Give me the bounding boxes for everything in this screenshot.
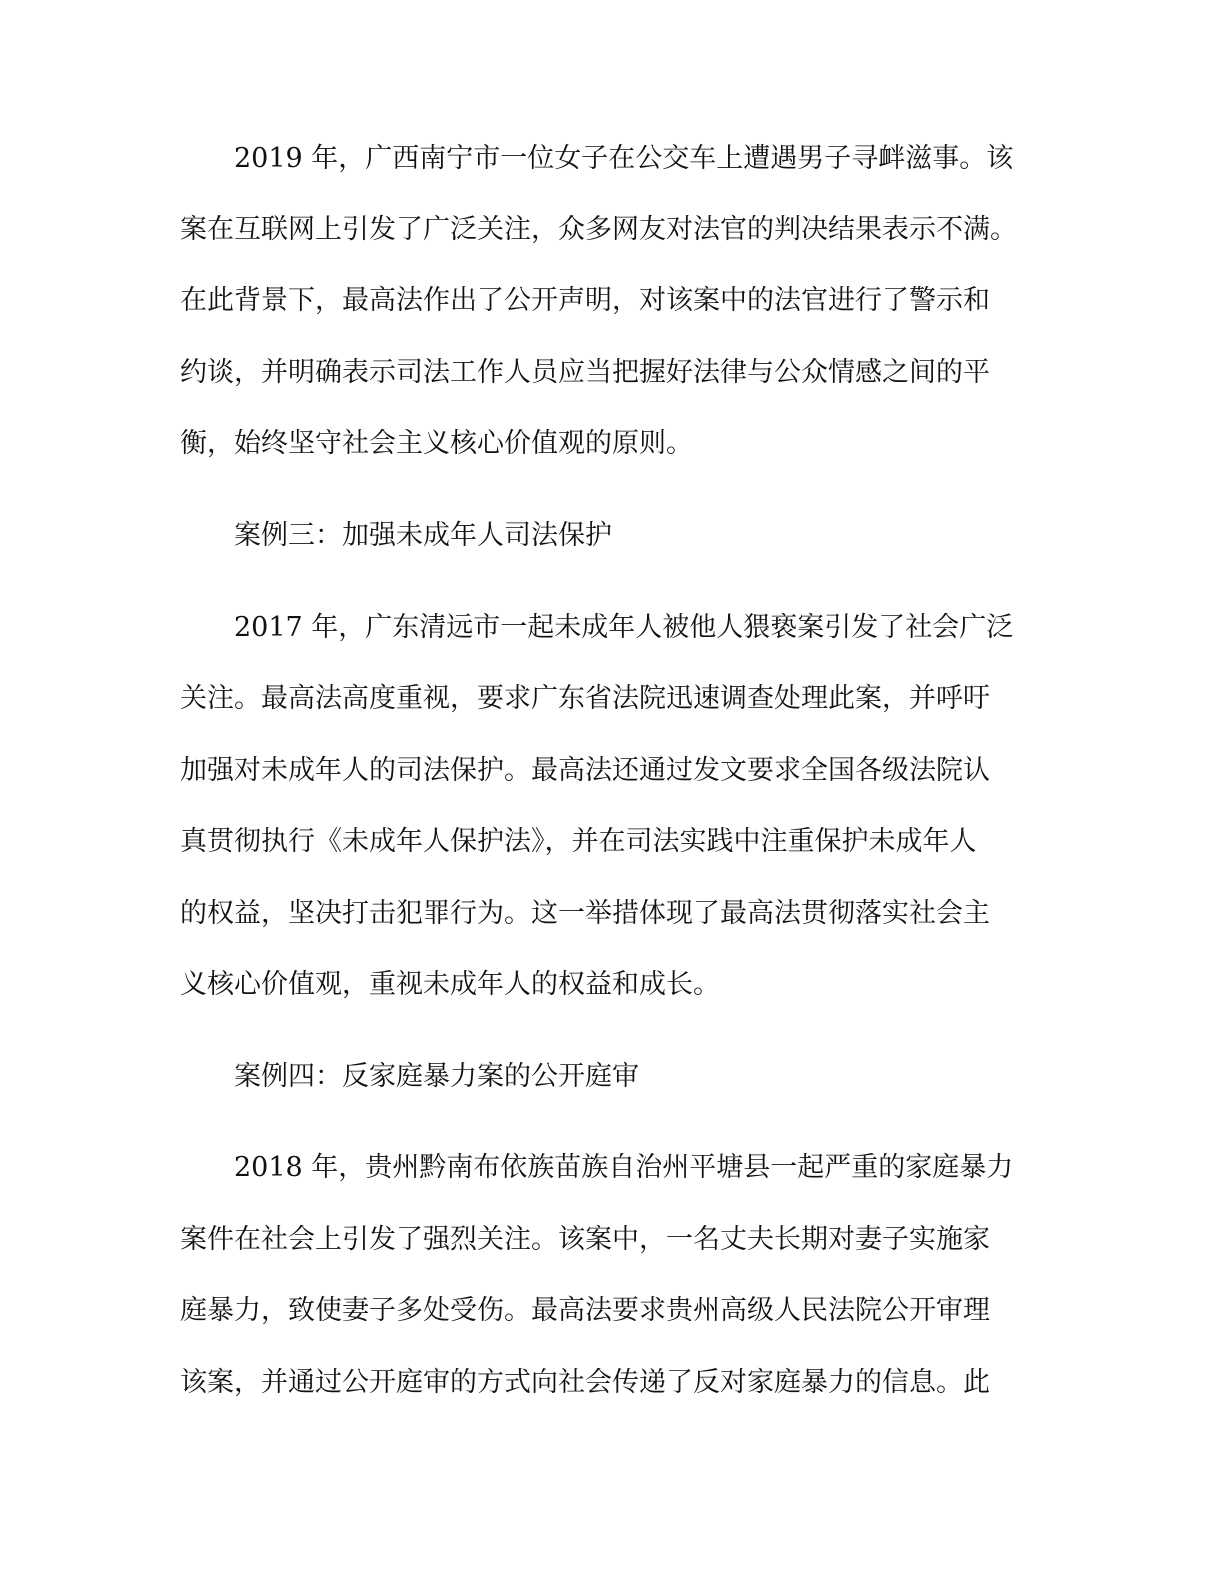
text-line: 2019 年，广西南宁市一位女子在公交车上遭遇男子寻衅滋事。该 xyxy=(234,143,1014,174)
text-line: 庭暴力，致使妻子多处受伤。最高法要求贵州高级人民法院公开审理 xyxy=(180,1295,990,1326)
text-line: 约谈，并明确表示司法工作人员应当把握好法律与公众情感之间的平 xyxy=(180,357,990,388)
text-line: 2018 年，贵州黔南布依族苗族自治州平塘县一起严重的家庭暴力 xyxy=(234,1152,1014,1183)
heading-case-4: 案例四：反家庭暴力案的公开庭审 xyxy=(234,1061,639,1092)
text-line: 该案，并通过公开庭审的方式向社会传递了反对家庭暴力的信息。此 xyxy=(180,1367,990,1398)
text-line: 案在互联网上引发了广泛关注，众多网友对法官的判决结果表示不满。 xyxy=(180,214,1017,245)
text-line: 2017 年，广东清远市一起未成年人被他人猥亵案引发了社会广泛 xyxy=(234,612,1014,643)
text-line: 义核心价值观，重视未成年人的权益和成长。 xyxy=(180,969,720,1000)
heading-case-3: 案例三：加强未成年人司法保护 xyxy=(234,520,612,551)
text-line: 案件在社会上引发了强烈关注。该案中，一名丈夫长期对妻子实施家 xyxy=(180,1224,990,1255)
text-line: 在此背景下，最高法作出了公开声明，对该案中的法官进行了警示和 xyxy=(180,285,990,316)
text-line: 关注。最高法高度重视，要求广东省法院迅速调查处理此案，并呼吁 xyxy=(180,683,990,714)
text-line: 的权益，坚决打击犯罪行为。这一举措体现了最高法贯彻落实社会主 xyxy=(180,898,990,929)
text-line: 加强对未成年人的司法保护。最高法还通过发文要求全国各级法院认 xyxy=(180,755,990,786)
text-line: 衡，始终坚守社会主义核心价值观的原则。 xyxy=(180,428,693,459)
text-line: 真贯彻执行《未成年人保护法》，并在司法实践中注重保护未成年人 xyxy=(180,826,977,857)
